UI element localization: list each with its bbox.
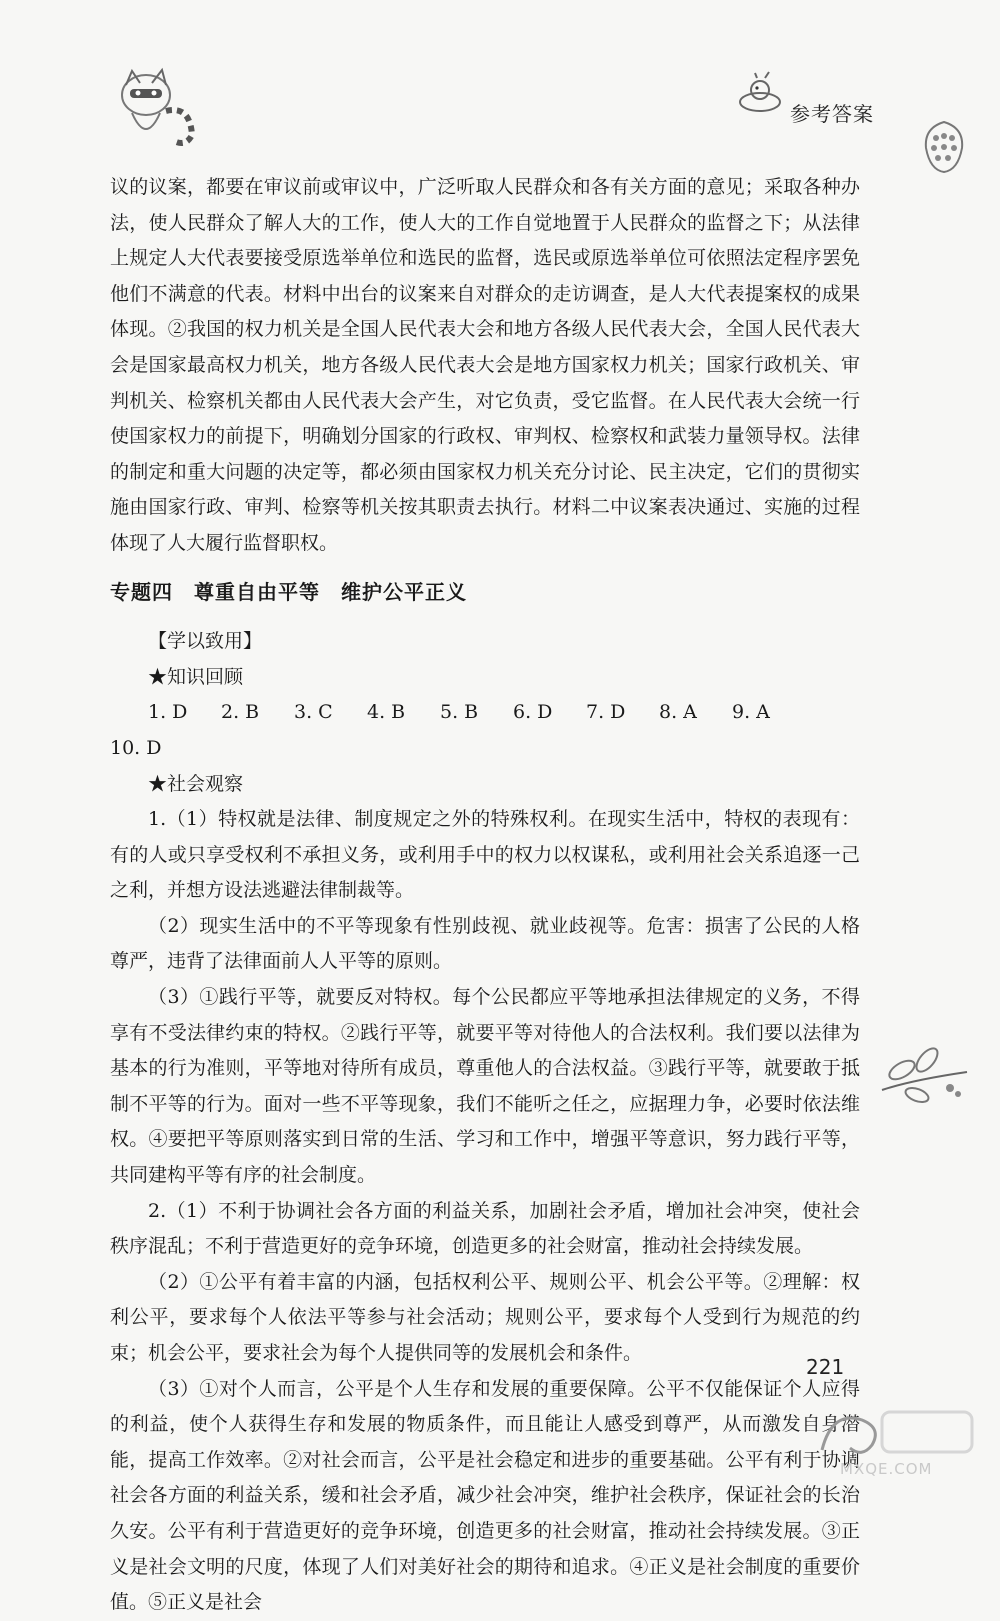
answer-item-10: 10. D (110, 736, 162, 759)
berry-icon (918, 118, 970, 174)
subsection-heading: 【学以致用】 (148, 630, 263, 653)
answer-item: 1. D (148, 701, 188, 724)
social-observation-heading: ★社会观察 (148, 772, 244, 795)
answer-paragraph: （3）①践行平等，就要反对特权。每个公民都应平等地承担法律规定的义务，不得享有不受法律约束的特权。②践行平等，就要平等对待他人的合法权利。我们要以法律为基本的行为准则，平等地对待所有成员，尊重他人的合法权益。③践行平等，就要敢于抵制不平等的行为。面对一些不平等现象，我们不能听之任之，应据理力争，必要时依法维权。④要把平等原则落实到日常的生活、学习和工作中，增强平等意识，努力践行平等，共同建构平等有序的社会制度。 (110, 986, 860, 1187)
answer-paragraph: （2）①公平有着丰富的内涵，包括权利公平、规则公平、机会公平等。②理解：权利公平，要求每个人依法平等参与社会活动；规则公平，要求每个人受到行为规范的约束；机会公平，要求社会为每个人提供同等的发展机会和条件。 (110, 1270, 860, 1364)
answer-list (110, 695, 860, 731)
answer-paragraph: （3）①对个人而言，公平是个人生存和发展的重要保障。公平不仅能保证个人应得的利益，使个人获得生存和发展的物质条件，而且能让人感受到尊严，从而激发自身潜能，提高工作效率。②对社会而言，公平是社会稳定和进步的重要基础。公平有利于协调社会各方面的利益关系，缓和社会矛盾，减少社会冲突，维护社会秩序，保证社会的长治久安。公平有利于营造更好的竞争环境，创造更多的社会财富，推动社会持续发展。③正义是社会文明的尺度，体现了人们对美好社会的期待和追求。④正义是社会制度的重要价值。⑤正义是社会 (110, 1377, 860, 1614)
answer-item: 7. D (586, 701, 626, 724)
answer-item: 9. A (732, 701, 770, 724)
watermark-text: MXQE.COM (840, 1460, 933, 1478)
section-title: 专题四 尊重自由平等 维护公平正义 (110, 579, 467, 604)
answer-item: 6. D (513, 701, 553, 724)
answer-paragraph: 2.（1）不利于协调社会各方面的利益关系，加剧社会矛盾，增加社会冲突，使社会秩序混乱；不利于营造更好的竞争环境，创造更多的社会财富，推动社会持续发展。 (110, 1199, 860, 1258)
answer-paragraph: 1.（1）特权就是法律、制度规定之外的特殊权利。在现实生活中，特权的表现有：有的人或只享受权利不承担义务，或利用手中的权力以权谋私，或利用社会关系追逐一己之利，并想方设法逃避法律制裁等。 (110, 808, 860, 902)
answer-item: 4. B (367, 701, 406, 724)
knowledge-review-heading: ★知识回顾 (148, 665, 244, 688)
answer-item: 2. B (221, 701, 260, 724)
leaf-sprig-icon (872, 1030, 972, 1110)
raccoon-illustration-icon (108, 55, 200, 155)
main-content (110, 170, 860, 1621)
answer-item: 3. C (294, 701, 333, 724)
answer-item: 5. B (440, 701, 479, 724)
answer-paragraph: （2）现实生活中的不平等现象有性别歧视、就业歧视等。危害：损害了公民的人格尊严，违背了法律面前人人平等的原则。 (110, 914, 860, 973)
answer-item: 8. A (659, 701, 697, 724)
bird-nest-icon (735, 70, 785, 116)
header-label: 参考答案 (790, 102, 874, 126)
page-number: 221 (806, 1355, 845, 1379)
intro-paragraph: 议的议案，都要在审议前或审议中，广泛听取人民群众和各有关方面的意见；采取各种办法，使人民群众了解人大的工作，使人大的工作自觉地置于人民群众的监督之下；从法律上规定人大代表要接受原选举单位和选民的监督，选民或原选举单位可依照法定程序罢免他们不满意的代表。材料中出台的议案来自对群众的走访调查，是人大代表提案权的成果体现。②我国的权力机关是全国人民代表大会和地方各级人民代表大会，全国人民代表大会是国家最高权力机关，地方各级人民代表大会是地方国家权力机关；国家行政机关、审判机关、检察机关都由人民代表大会产生，对它负责，受它监督。在人民代表大会统一行使国家权力的前提下，明确划分国家的行政权、审判权、检察权和武装力量领导权。法律的制定和重大问题的决定等，都必须由国家权力机关充分讨论、民主决定，它们的贯彻实施由国家行政、审判、检察等机关按其职责去执行。材料二中议案表决通过、实施的过程体现了人大履行监督职权。 (110, 176, 860, 554)
